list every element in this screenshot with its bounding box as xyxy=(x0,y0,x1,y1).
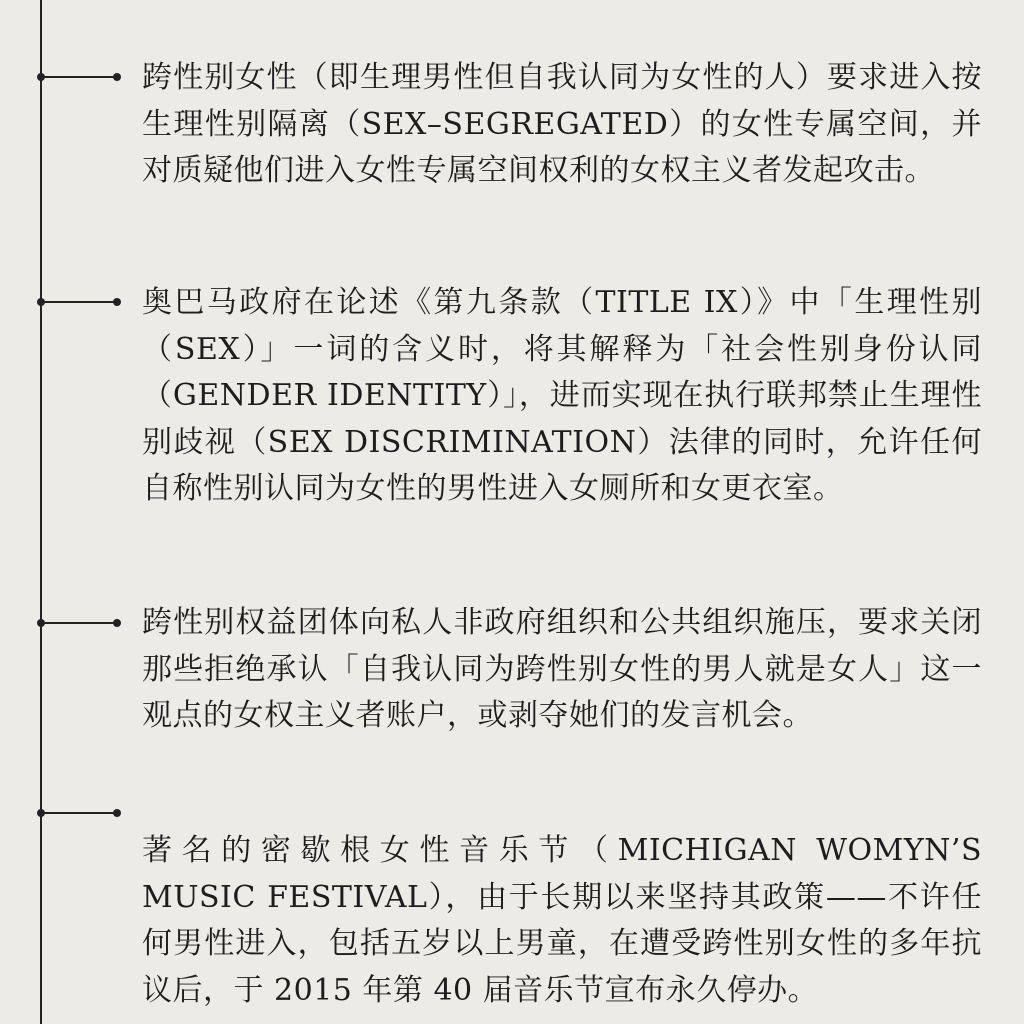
entry-text-4: 著名的密歇根女性音乐节（MICHIGAN WOMYN’S MUSIC FESTIVAL），由于长期以来坚持其政策——不许任何男性进入，包括五岁以上男童，在遭受跨性别女性的多年抗议后，于 2015 年第 40 届音乐节宣布永久停办。 xyxy=(142,833,982,1008)
entry-text-3: 跨性别权益团体向私人非政府组织和公共组织施压，要求关闭那些拒绝承认「自我认同为跨性别女性的男人就是女人」这一观点的女权主义者账户，或剥夺她们的发言机会。 xyxy=(142,605,982,733)
timeline-connector-4 xyxy=(40,812,118,814)
timeline-spine xyxy=(40,0,42,1024)
timeline-connector-1 xyxy=(40,76,118,78)
entry-text-2: 奥巴马政府在论述《第九条款（TITLE IX）》中「生理性别（SEX）」一词的含义时，将其解释为「社会性别身份认同（GENDER IDENTITY）」，进而实现在执行联邦禁止生理性别歧视（SEX DISCRIMINATION）法律的同时，允许任何自称性别认同为女性的男性进入女厕所和女更衣室。 xyxy=(142,285,982,506)
timeline-connector-3 xyxy=(40,622,118,624)
entry-text-1: 跨性别女性（即生理男性但自我认同为女性的人）要求进入按生理性别隔离（SEX–SEGREGATED）的女性专属空间，并对质疑他们进入女性专属空间权利的女权主义者发起攻击。 xyxy=(142,60,982,188)
timeline-connector-2 xyxy=(40,301,118,303)
